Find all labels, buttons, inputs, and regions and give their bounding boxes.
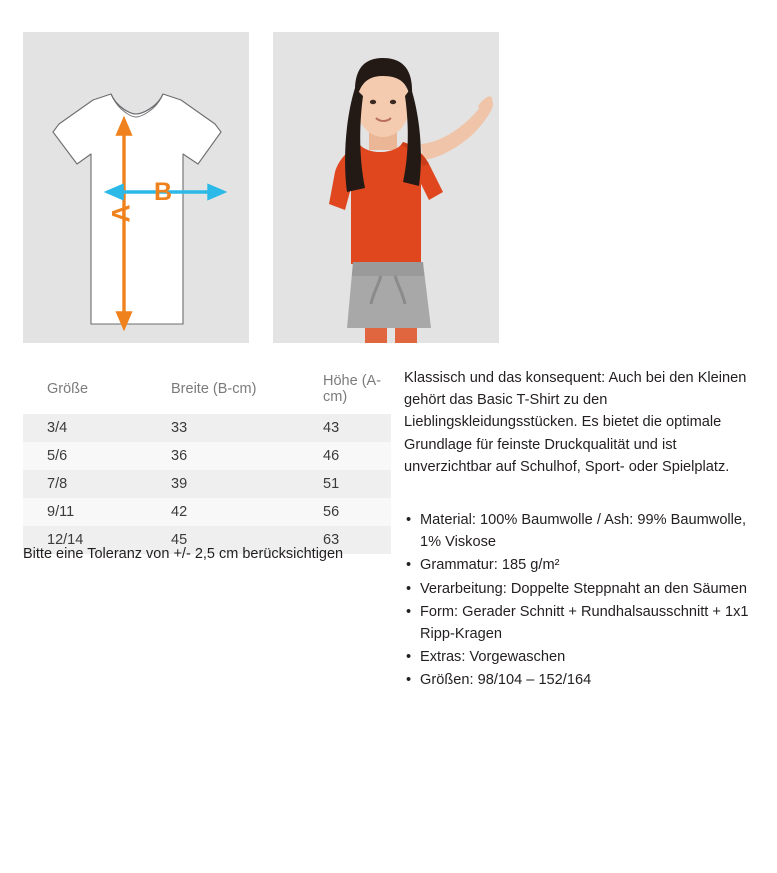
list-item: • Extras: Vorgewaschen	[404, 646, 756, 668]
list-item: • Material: 100% Baumwolle / Ash: 99% Baumwolle, 1% Viskose	[404, 509, 756, 553]
table-row	[23, 498, 391, 526]
column-header-height: Höhe (A-cm)	[299, 367, 391, 414]
table-row	[23, 470, 391, 498]
cell-width: 33	[171, 420, 188, 436]
cell-width: 39	[171, 476, 188, 492]
cell-size: 12/14	[47, 532, 84, 548]
list-item: • Form: Gerader Schnitt + Rundhalsausschnitt + 1x1 Ripp-Kragen	[404, 601, 756, 645]
images-row	[23, 32, 499, 343]
cell-size: 9/11	[47, 504, 75, 520]
table-header-row	[23, 367, 391, 414]
cell-width: 45	[171, 532, 188, 548]
cell-height: 51	[323, 476, 340, 492]
product-feature-list	[404, 509, 756, 692]
height-label-a: A	[107, 204, 136, 223]
list-item: • Verarbeitung: Doppelte Steppnaht an den Säumen	[404, 578, 756, 600]
width-label-b: B	[154, 178, 173, 206]
cell-height: 56	[323, 504, 340, 520]
cell-size: 5/6	[47, 448, 68, 464]
tshirt-diagram-panel	[23, 32, 249, 343]
table-row	[23, 414, 391, 442]
model-photo-panel	[273, 32, 499, 343]
cell-width: 42	[171, 504, 188, 520]
tshirt-outline-icon	[23, 32, 249, 343]
cell-size: 7/8	[47, 476, 68, 492]
cell-height: 46	[323, 448, 340, 464]
size-chart-table	[23, 367, 391, 554]
cell-height: 63	[323, 532, 340, 548]
column-header-width: Breite (B-cm)	[147, 367, 299, 414]
list-item: • Grammatur: 185 g/m²	[404, 554, 756, 576]
product-description: Klassisch und das konsequent: Auch bei den Kleinen gehört das Basic T-Shirt zu den Lieblingskleidungsstücken. Es bietet die optimale Grundlage für feinste Druckqualität und ist unverzichtbar auf Schulhof, Sport- oder Spielplatz.	[404, 370, 747, 475]
column-header-size: Größe	[23, 367, 147, 414]
child-model-illustration	[273, 32, 499, 343]
cell-height: 43	[323, 420, 340, 436]
list-item: • Größen: 98/104 – 152/164	[404, 669, 756, 691]
tolerance-note: Bitte eine Toleranz von +/- 2,5 cm berücksichtigen	[23, 546, 344, 562]
cell-width: 36	[171, 448, 188, 464]
table-row	[23, 442, 391, 470]
cell-size: 3/4	[47, 420, 68, 436]
